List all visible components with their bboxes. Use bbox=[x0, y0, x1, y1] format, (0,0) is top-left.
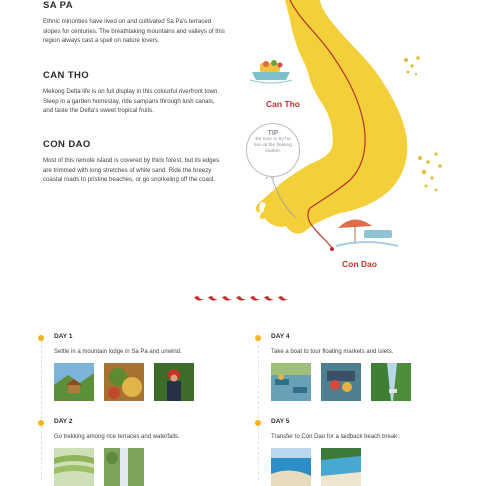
decorative-dots bbox=[404, 56, 442, 191]
con-dao-marker bbox=[330, 247, 334, 251]
timeline-dot-icon bbox=[255, 420, 261, 426]
photo-row bbox=[271, 448, 361, 486]
timeline-line-right bbox=[258, 340, 259, 480]
photo-boats[interactable] bbox=[321, 363, 361, 401]
photo-floating-market[interactable] bbox=[271, 363, 311, 401]
day-title: DAY 5 bbox=[271, 418, 290, 425]
photo-row bbox=[54, 448, 144, 486]
itinerary-day-2 bbox=[54, 418, 180, 440]
itinerary-day-4 bbox=[271, 333, 393, 355]
day-title: DAY 2 bbox=[54, 418, 73, 425]
photo-local-food[interactable] bbox=[104, 363, 144, 401]
boat-illustration bbox=[250, 60, 292, 83]
photo-mountain-lodge[interactable] bbox=[54, 363, 94, 401]
destination-can-tho bbox=[43, 70, 225, 116]
destination-title: CON DAO bbox=[43, 139, 91, 150]
destination-text: Mekong Delta life is on full display in this colourful riverfront town. Sleep in a garden homestay, ride sampans through lush canals, and taste the Delta's sweet tropical fruits. bbox=[43, 88, 220, 115]
day-text: Settle in a mountain lodge in Sa Pa and unwind. bbox=[54, 349, 182, 355]
photo-islet-canal[interactable] bbox=[371, 363, 411, 401]
day-text: Take a boat to tour floating markets and islets. bbox=[271, 349, 394, 355]
photo-con-dao-coast[interactable] bbox=[271, 448, 311, 486]
label-can-tho: Can Tho bbox=[266, 99, 300, 109]
day-text: Transfer to Con Dao for a laidback beach break . bbox=[271, 434, 401, 440]
destination-sa-pa bbox=[43, 0, 225, 46]
destination-title: SA PA bbox=[43, 0, 73, 11]
destination-text: Most of this remote island is covered by thick forest, but its edges are trimmed with long stretches of white sand. Ride the breezy coastal roads to pristine beaches, or go snorkeling off the coast. bbox=[43, 157, 220, 184]
photo-waterfall[interactable] bbox=[104, 448, 144, 486]
vietnam-landmass bbox=[256, 0, 407, 234]
photo-beach[interactable] bbox=[321, 448, 361, 486]
day-title: DAY 4 bbox=[271, 333, 290, 340]
timeline-dot-icon bbox=[38, 420, 44, 426]
tip-text: Be sure to try hu tieu at the floating market. bbox=[254, 137, 292, 154]
photo-row bbox=[271, 363, 411, 401]
day-title: DAY 1 bbox=[54, 333, 73, 340]
timeline-dot-icon bbox=[38, 335, 44, 341]
photo-row bbox=[54, 363, 194, 401]
destination-text: Ethnic minorities have lived on and cultivated Sa Pa's terraced slopes for centuries. The breathtaking mountains and valleys of this region always cast a spell on nature lovers. bbox=[43, 18, 225, 45]
destination-con-dao bbox=[43, 139, 225, 185]
beach-illustration bbox=[336, 219, 398, 246]
tip-title: TIP bbox=[267, 130, 279, 137]
day-text: Go trekking among rice terraces and waterfalls. bbox=[54, 434, 180, 440]
photo-rice-terraces[interactable] bbox=[54, 448, 94, 486]
timeline-dot-icon bbox=[255, 335, 261, 341]
photo-ethnic-minority[interactable] bbox=[154, 363, 194, 401]
divider-peppers-icon bbox=[190, 293, 290, 305]
tip-bubble bbox=[246, 123, 300, 177]
itinerary-day-1 bbox=[54, 333, 182, 355]
destination-title: CAN THO bbox=[43, 70, 90, 81]
timeline-line-left bbox=[41, 340, 42, 480]
itinerary-day-5 bbox=[271, 418, 401, 440]
label-con-dao: Con Dao bbox=[342, 259, 377, 269]
